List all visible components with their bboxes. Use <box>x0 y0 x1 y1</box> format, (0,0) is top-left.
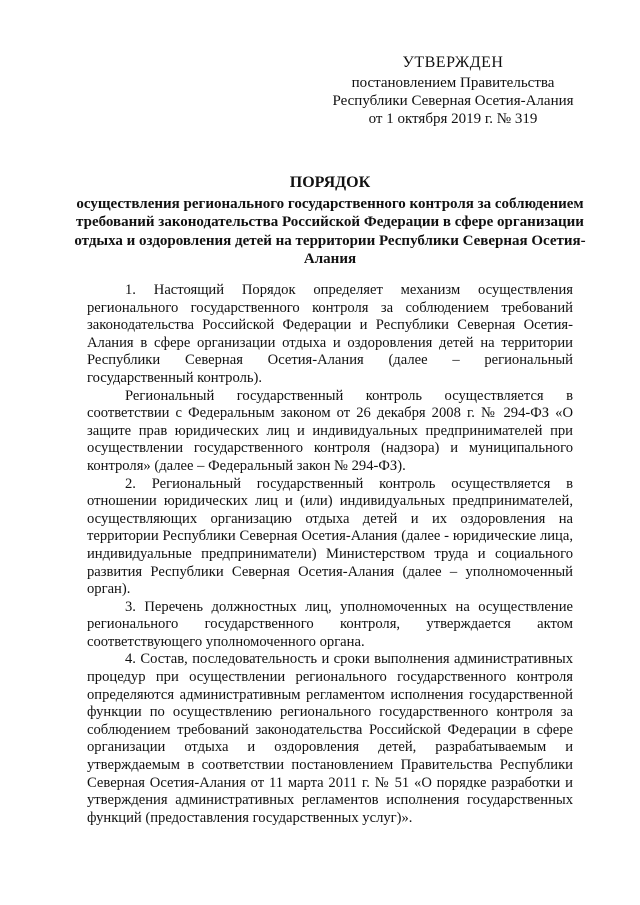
paragraph-1-continued: Региональный государственный контроль осуществляется в соответствии с Федеральным законом от 26 декабря 2008 г. № 294-ФЗ «О защите прав юридических лиц и индивидуальных предпринимателей при осуществлении государственного контроля (надзора) и муниципального контроля» (далее – Федеральный закон № 294-ФЗ). <box>87 387 573 474</box>
paragraph-1: 1. Настоящий Порядок определяет механизм осуществления регионального государственного контроля за соблюдением требований законодательства Российской Федерации и Республики Северная Осетия-Алания в сфере организации отдыха и оздоровления детей на территории Республики Северная Осетия-Алания (далее – региональный государственный контроль). <box>87 282 573 386</box>
approval-line: от 1 октября 2019 г. № 319 <box>368 111 538 127</box>
approval-line: Республики Северная Осетия-Алания <box>332 93 574 109</box>
title-subtitle: осуществления регионального государственного контроля за соблюдением требований законодательства Российской Федерации в сфере организации отдыха и оздоровления детей на территории Республики Северная Осетия-Алания <box>74 195 586 267</box>
paragraph-4: 4. Состав, последовательность и сроки выполнения административных процедур при осуществлении регионального государственного контроля определяются административным регламентом исполнения государственной функции по осуществлению регионального государственного контроля за соблюдением требований законодательства Российской Федерации в сфере организации отдыха и оздоровления детей, разрабатываемым и утверждаемым в соответствии постановлением Правительства Республики Северная Осетия-Алания от 11 марта 2011 г. № 51 «О порядке разработки и утверждения административных регламентов исполнения государственных функций (предоставления государственных услуг)». <box>87 651 573 826</box>
approval-heading: УТВЕРЖДЕН <box>402 54 504 71</box>
paragraph-3: 3. Перечень должностных лиц, уполномоченных на осуществление регионального государственного контроля, утверждается актом соответствующего уполномоченного органа. <box>87 598 573 650</box>
document-title <box>70 174 590 269</box>
document-body <box>87 282 573 827</box>
approval-block <box>318 54 588 128</box>
title-main: ПОРЯДОК <box>289 174 371 191</box>
approval-line: постановлением Правительства <box>351 75 555 91</box>
paragraph-2: 2. Региональный государственный контроль осуществляется в отношении юридических лиц и (или) индивидуальных предпринимателей, осуществляющих организацию отдыха детей и их оздоровления на территории Республики Северная Осетия-Алания (далее - юридические лица, индивидуальные предприниматели) Министерством труда и социального развития Республики Северная Осетия-Алания (далее – уполномоченный орган). <box>87 475 573 598</box>
